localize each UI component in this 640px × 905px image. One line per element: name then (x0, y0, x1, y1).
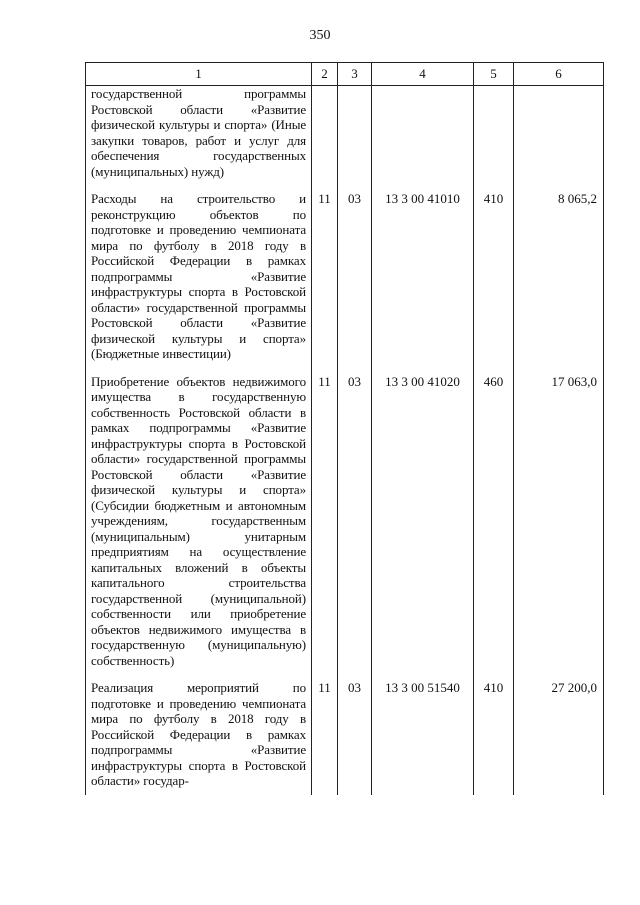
row-expense-type: 410 (474, 674, 514, 795)
header-col-6: 6 (514, 63, 604, 86)
row-amount: 17 063,0 (514, 368, 604, 675)
row-target-article: 13 3 00 41010 (372, 185, 474, 368)
row-section: 11 (312, 674, 338, 795)
row-description: Реализация мероприятий по подготовке и проведению чемпионата мира по футболу в 2018 году в Российской Федерации в рамках подпрограммы «Развитие инфраструктуры спорта в Ростовской области» государ- (86, 674, 312, 795)
row-section (312, 86, 338, 186)
row-description: государственной программы Ростовской области «Развитие физической культуры и спорта» (Иные закупки товаров, работ и услуг для обеспечения государственных (муниципальных) нужд) (86, 86, 312, 186)
header-col-4: 4 (372, 63, 474, 86)
table-row (86, 368, 604, 675)
row-target-article (372, 86, 474, 186)
row-expense-type: 460 (474, 368, 514, 675)
row-subsection: 03 (338, 185, 372, 368)
row-section: 11 (312, 368, 338, 675)
row-subsection: 03 (338, 674, 372, 795)
header-row (86, 63, 604, 86)
row-description: Приобретение объектов недвижимого имущества в государственную собственность Ростовской области в рамках подпрограммы «Развитие инфраструктуры спорта в Ростовской области» государственной программы Ростовской области «Развитие физической культуры и спорта» (Субсидии бюджетным и автономным учреждениям, государственным (муниципальным) унитарным предприятиям на осуществление капитальных вложений в объекты капитального строительства государственной (муниципальной) собственности или приобретение объектов недвижимого имущества в государственную (муниципальную) собственность) (86, 368, 312, 675)
row-amount (514, 86, 604, 186)
row-amount: 8 065,2 (514, 185, 604, 368)
budget-table (85, 62, 604, 795)
row-subsection (338, 86, 372, 186)
row-expense-type: 410 (474, 185, 514, 368)
row-amount: 27 200,0 (514, 674, 604, 795)
header-col-5: 5 (474, 63, 514, 86)
table-row (86, 674, 604, 795)
table-row (86, 86, 604, 186)
page-number: 350 (309, 28, 331, 43)
row-target-article: 13 3 00 41020 (372, 368, 474, 675)
row-expense-type (474, 86, 514, 186)
row-subsection: 03 (338, 368, 372, 675)
header-col-1: 1 (86, 63, 312, 86)
row-target-article: 13 3 00 51540 (372, 674, 474, 795)
header-col-3: 3 (338, 63, 372, 86)
table-row (86, 185, 604, 368)
row-description: Расходы на строительство и реконструкцию объектов по подготовке и проведению чемпионата мира по футболу в 2018 году в Российской Федерации в рамках подпрограммы «Развитие инфраструктуры спорта в Ростовской области» государственной программы Ростовской области «Развитие физической культуры и спорта» (Бюджетные инвестиции) (86, 185, 312, 368)
row-section: 11 (312, 185, 338, 368)
header-col-2: 2 (312, 63, 338, 86)
